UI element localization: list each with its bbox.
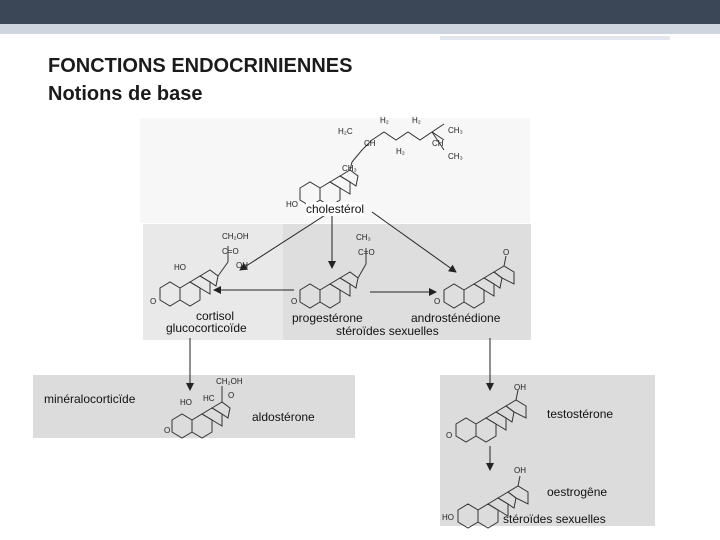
chem-label-oh2: OH	[514, 383, 526, 392]
progesterone-molecule	[300, 248, 366, 308]
chem-label-o7: O	[446, 431, 453, 440]
chem-label-h2a: H₂	[380, 116, 389, 125]
testosterone-label: testostérone	[547, 407, 614, 421]
chem-label-o5: O	[228, 391, 235, 400]
chem-label-h2b: H₂	[412, 116, 421, 125]
progesterone-label: progestérone	[292, 311, 363, 325]
chem-label-co2: C=O	[358, 248, 375, 257]
chem-label-o: O	[150, 297, 157, 306]
chem-label-ho: HO	[286, 200, 298, 209]
chem-label-ch2oh: CH₂OH	[222, 232, 249, 241]
aldosterone-molecule	[172, 386, 230, 438]
chem-label-ch3b: CH₃	[448, 152, 463, 161]
chem-label-ch3a: CH₃	[448, 126, 463, 135]
chem-label-oh: OH	[236, 261, 248, 270]
testosterone-molecule	[456, 390, 526, 442]
chem-label-h2c: H₂C	[338, 127, 353, 136]
chem-label-ho2: HO	[174, 263, 186, 272]
chem-label-co: C=O	[222, 247, 239, 256]
chem-label-o2: O	[291, 297, 298, 306]
cholesterol-label: cholestérol	[306, 202, 365, 216]
chem-label-o4: O	[434, 297, 441, 306]
slide-subtitle: Notions de base	[48, 83, 203, 105]
sex-steroids-label-2: stéroïdes sexuelles	[503, 512, 606, 526]
mineralocorticoid-label: minéralocorticïde	[44, 392, 136, 406]
glucocorticoid-label: glucocorticoïde	[166, 321, 247, 335]
chem-label-ch: CH	[364, 139, 376, 148]
slide-title: FONCTIONS ENDOCRINIENNES	[48, 55, 353, 77]
androstenedione-molecule	[444, 256, 514, 308]
arrow-cholesterol-to-cortisol	[240, 212, 330, 270]
sex-steroids-label: stéroïdes sexuelles	[336, 324, 439, 338]
androstenedione-label: androsténédione	[411, 311, 501, 325]
arrow-cholesterol-to-androstenedione	[372, 212, 456, 272]
cortisol-label: cortisol	[196, 309, 235, 323]
chem-label-o3: O	[503, 248, 510, 257]
chem-label-h2c2: H₂	[396, 147, 405, 156]
chem-label-ch2oh2: CH₂OH	[216, 377, 243, 386]
aldosterone-label: aldostérone	[252, 410, 315, 424]
chem-label-ch3c: CH₃	[342, 164, 357, 173]
chem-label-ch3: CH₃	[356, 233, 371, 242]
chem-label-o6: O	[164, 426, 171, 435]
chem-label-ho4: HO	[442, 513, 454, 522]
chem-label-ho3: HO	[180, 398, 192, 407]
estrogen-label: oestrogêne	[547, 485, 608, 499]
chem-label-chb: CH	[432, 139, 444, 148]
chem-label-hc: HC	[203, 394, 215, 403]
chem-label-oh3: OH	[514, 466, 526, 475]
cortisol-molecule	[160, 246, 228, 306]
